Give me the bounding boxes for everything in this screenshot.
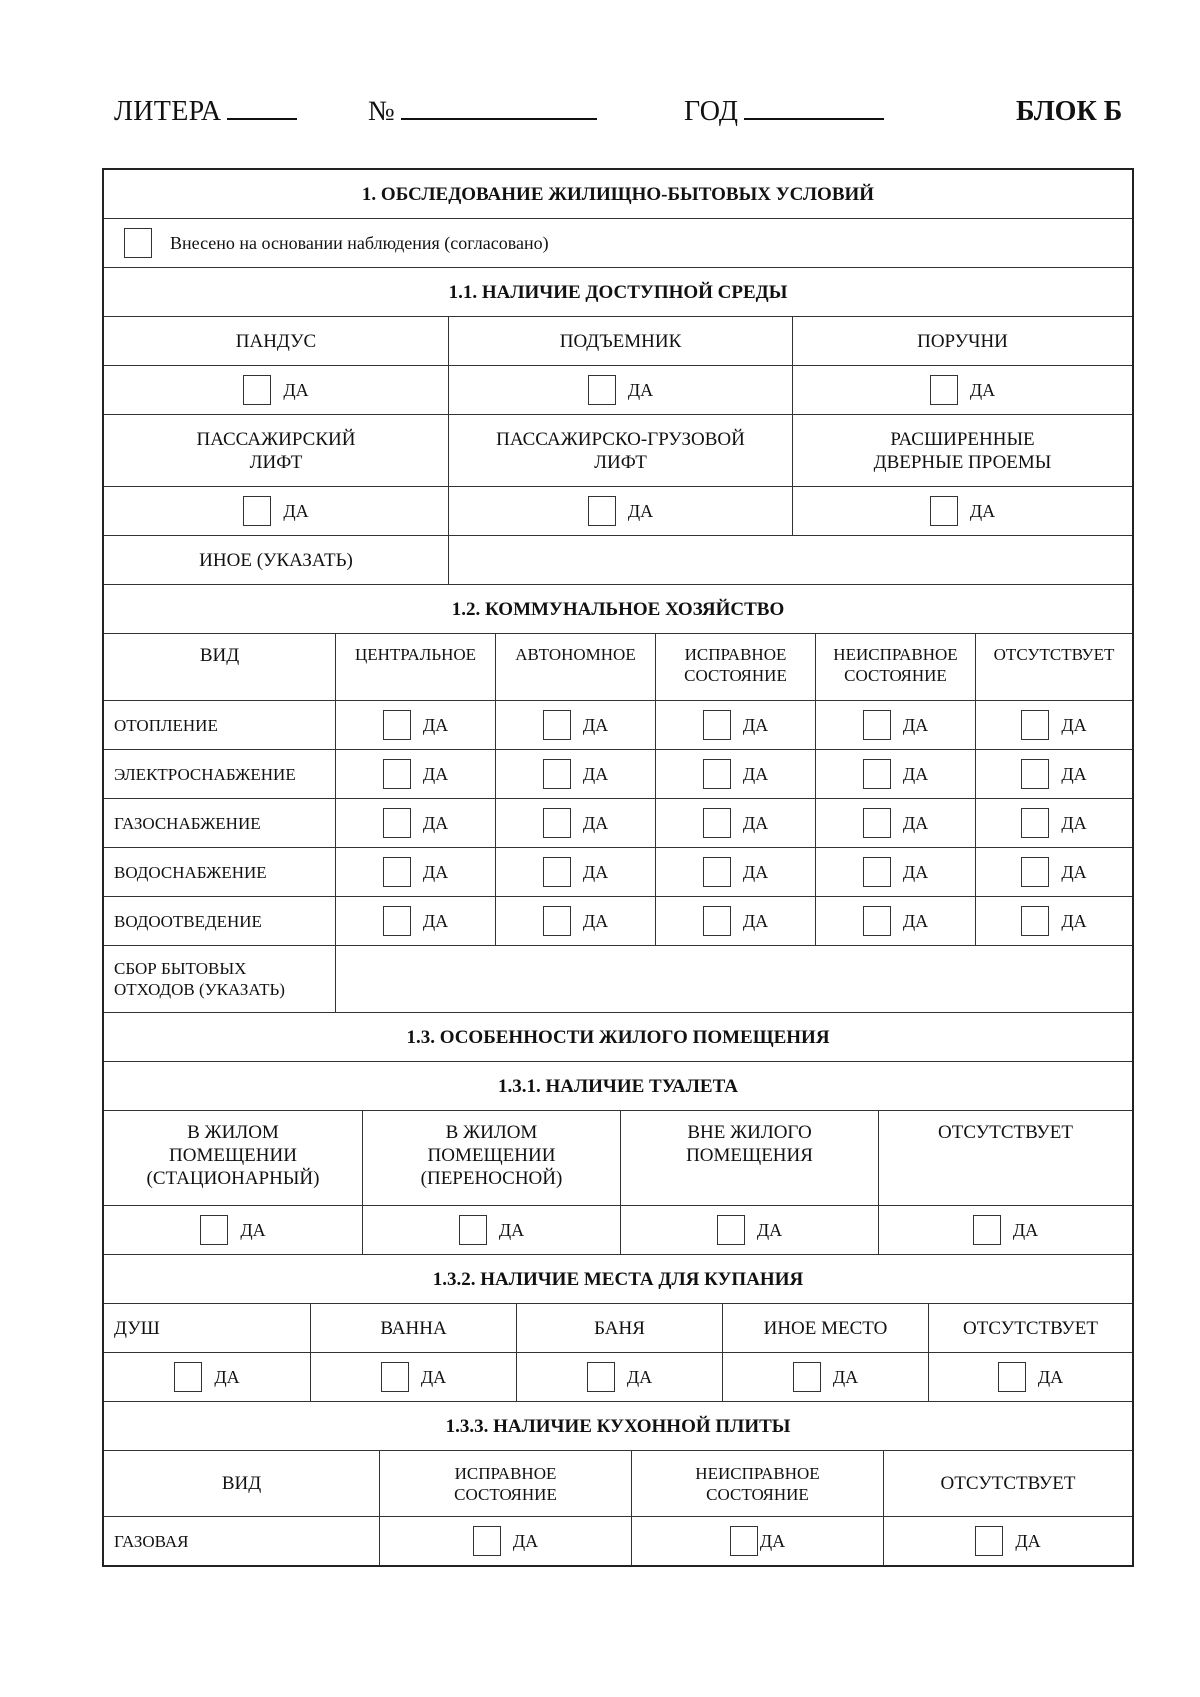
yes-label: ДА [742, 812, 769, 833]
yes-label: ДА [742, 763, 769, 784]
ramp-check [104, 366, 448, 414]
lift-platform-label: ПОДЪЕМНИК [448, 317, 792, 365]
yes-label: ДА [512, 1530, 539, 1551]
yes-label: ДА [1015, 1530, 1041, 1551]
yes-label: ДА [582, 763, 609, 784]
bathing-absent-check [928, 1353, 1132, 1401]
utility-checkbox[interactable] [1021, 710, 1049, 740]
utility-option-cell [495, 848, 655, 896]
yes-label: ДА [1061, 714, 1087, 735]
label-line: СОСТОЯНИЕ [454, 1484, 557, 1504]
label-line: ПОМЕЩЕНИЯ [686, 1145, 813, 1166]
label-line: ВНЕ ЖИЛОГО [687, 1122, 812, 1143]
utility-checkbox[interactable] [383, 906, 411, 936]
label-line: ЦЕНТРАЛЬНОЕ [354, 645, 477, 664]
yes-label: ДА [422, 861, 449, 882]
autonomous-header [495, 634, 655, 700]
label-line: ИСПРАВНОЕ [684, 645, 787, 664]
section-1-3-2-title: 1.3.2. НАЛИЧИЕ МЕСТА ДЛЯ КУПАНИЯ [432, 1268, 804, 1290]
yes-label: ДА [422, 910, 449, 931]
option-group [863, 857, 928, 887]
yes-label: ДА [902, 714, 929, 735]
label-line: СБОР БЫТОВЫХ [114, 959, 247, 978]
ramp-checkbox[interactable] [243, 375, 271, 405]
yes-label: ДА [582, 812, 609, 833]
label-line: СОСТОЯНИЕ [684, 666, 787, 685]
yes-label: ДА [742, 861, 769, 882]
label-line: РАСШИРЕННЫЕ [890, 428, 1035, 450]
waste-label [104, 946, 335, 1012]
option-group [383, 906, 448, 936]
yes-label: ДА [283, 500, 309, 521]
yes-label: ДА [627, 500, 654, 521]
utility-row [104, 847, 1132, 896]
label-line: ОТХОДОВ (УКАЗАТЬ) [114, 980, 285, 999]
cargo-lift-checkbox[interactable] [588, 496, 616, 526]
label-line: (СТАЦИОНАРНЫЙ) [146, 1168, 320, 1189]
block-label: БЛОК Б [1016, 96, 1123, 127]
label-line: ИСПРАВНОЕ [454, 1463, 557, 1483]
handrails-checkbox[interactable] [930, 375, 958, 405]
cargo-lift-label [448, 415, 792, 486]
yes-label: ДА [742, 910, 769, 931]
broken-header [815, 634, 975, 700]
toilet-portable-checkbox[interactable] [459, 1215, 487, 1245]
toilet-outside-check [620, 1206, 878, 1254]
utility-checkbox[interactable] [1021, 808, 1049, 838]
yes-label: ДА [498, 1219, 525, 1240]
stove-broken-checkbox[interactable] [730, 1526, 758, 1556]
option-group [383, 759, 448, 789]
utility-checkbox[interactable] [543, 808, 571, 838]
utility-checkbox[interactable] [543, 759, 571, 789]
yes-label: ДА [1061, 763, 1087, 784]
observed-checkbox[interactable] [124, 228, 152, 258]
utility-checkbox[interactable] [383, 759, 411, 789]
yes-label: ДА [214, 1366, 240, 1387]
utility-checkbox[interactable] [703, 710, 731, 740]
toilet-portable-header [362, 1111, 620, 1205]
observed-row [104, 218, 1132, 267]
banya-checkbox[interactable] [587, 1362, 615, 1392]
accessible-row-2-checks [104, 486, 1132, 535]
yes-label: ДА [902, 861, 929, 882]
utility-checkbox[interactable] [383, 710, 411, 740]
section-1-3-1-title: 1.3.1. НАЛИЧИЕ ТУАЛЕТА [497, 1075, 739, 1097]
litera-field [114, 96, 297, 128]
utility-checkbox[interactable] [863, 906, 891, 936]
lift-platform-check [448, 366, 792, 414]
option-group [863, 710, 928, 740]
central-header [335, 634, 495, 700]
yes-label: ДА [1012, 1219, 1039, 1240]
utility-checkbox[interactable] [863, 759, 891, 789]
label-line: ОТСУТСТВУЕТ [993, 645, 1115, 664]
toilet-outside-checkbox[interactable] [717, 1215, 745, 1245]
toilet-check-row [104, 1205, 1132, 1254]
label-line: ПАССАЖИРСКО-ГРУЗОВОЙ [496, 428, 745, 450]
utility-checkbox[interactable] [1021, 857, 1049, 887]
utility-option-cell [655, 848, 815, 896]
wide-doorways-check [792, 487, 1132, 535]
bath-checkbox[interactable] [381, 1362, 409, 1392]
utility-option-cell [655, 701, 815, 749]
utility-row-label: ВОДООТВЕДЕНИЕ [114, 911, 262, 931]
section-1-title: 1. ОБСЛЕДОВАНИЕ ЖИЛИЩНО-БЫТОВЫХ УСЛОВИЙ [361, 183, 875, 205]
number-blank[interactable] [401, 96, 597, 120]
other-place-check [722, 1353, 928, 1401]
label-line: В ЖИЛОМ [187, 1122, 279, 1143]
utility-option-cell [655, 750, 815, 798]
yes-label: ДА [832, 1366, 859, 1387]
section-1-3-header [104, 1012, 1132, 1061]
yes-label: ДА [422, 812, 449, 833]
other-label: ИНОЕ (УКАЗАТЬ) [199, 549, 353, 571]
yes-label: ДА [1061, 910, 1087, 931]
option-group [543, 710, 608, 740]
utility-option-cell [975, 848, 1132, 896]
label-line: ДВЕРНЫЕ ПРОЕМЫ [873, 451, 1052, 473]
utility-option-cell [975, 897, 1132, 945]
stove-type-header: ВИД [221, 1473, 262, 1494]
wide-doorways-label [792, 415, 1132, 486]
utility-option-cell [335, 701, 495, 749]
absent-header [975, 634, 1132, 700]
stove-gas-label: ГАЗОВАЯ [114, 1531, 189, 1551]
bathing-absent-header: ОТСУТСТВУЕТ [928, 1304, 1132, 1352]
option-group [863, 759, 928, 789]
observed-cell [104, 219, 1132, 267]
label-line: ОТСУТСТВУЕТ [938, 1122, 1073, 1143]
yes-label: ДА [422, 714, 449, 735]
survey-form [102, 168, 1134, 1567]
cargo-lift-check [448, 487, 792, 535]
label-line: (ПЕРЕНОСНОЙ) [420, 1168, 563, 1189]
option-group [543, 808, 608, 838]
label-line: В ЖИЛОМ [445, 1122, 538, 1143]
yes-label: ДА [1037, 1366, 1064, 1387]
number-field [368, 96, 597, 128]
utility-checkbox[interactable] [703, 906, 731, 936]
option-group [383, 808, 448, 838]
utility-option-cell [335, 848, 495, 896]
option-group [703, 710, 768, 740]
litera-label: ЛИТЕРА [114, 96, 222, 127]
stove-working-header [379, 1451, 631, 1516]
utility-option-cell [815, 848, 975, 896]
passenger-lift-checkbox[interactable] [243, 496, 271, 526]
yes-label: ДА [582, 714, 609, 735]
bath-header: ВАННА [310, 1304, 516, 1352]
yes-label: ДА [902, 910, 929, 931]
option-group [383, 710, 448, 740]
utility-option-cell [495, 701, 655, 749]
stove-absent-checkbox[interactable] [975, 1526, 1003, 1556]
yes-label: ДА [582, 910, 609, 931]
other-input[interactable] [448, 536, 1132, 584]
utility-checkbox[interactable] [1021, 759, 1049, 789]
stove-working-checkbox[interactable] [473, 1526, 501, 1556]
stove-broken-header [631, 1451, 883, 1516]
year-label: ГОД [684, 96, 739, 127]
option-group [1021, 710, 1086, 740]
utility-checkbox[interactable] [863, 710, 891, 740]
section-1-3-1-header [104, 1061, 1132, 1110]
section-1-header [104, 170, 1132, 218]
yes-label: ДА [420, 1366, 447, 1387]
utility-row-label: ВОДОСНАБЖЕНИЕ [114, 862, 267, 882]
waste-row [104, 945, 1132, 1012]
bath-check [310, 1353, 516, 1401]
utility-option-cell [975, 750, 1132, 798]
utility-checkbox[interactable] [703, 759, 731, 789]
ramp-label: ПАНДУС [235, 330, 317, 352]
option-group [1021, 759, 1086, 789]
label-line: ПАССАЖИРСКИЙ [196, 428, 356, 450]
utilities-header-row [104, 633, 1132, 700]
yes-label: ДА [969, 379, 996, 400]
section-1-3-title: 1.3. ОСОБЕННОСТИ ЖИЛОГО ПОМЕЩЕНИЯ [406, 1026, 830, 1048]
label-line: НЕИСПРАВНОЕ [695, 1463, 820, 1483]
accessible-row-2-labels [104, 414, 1132, 486]
yes-label: ДА [283, 379, 309, 400]
other-place-checkbox[interactable] [793, 1362, 821, 1392]
yes-label: ДА [626, 1366, 653, 1387]
handrails-check [792, 366, 1132, 414]
stove-absent-header: ОТСУТСТВУЕТ [883, 1451, 1132, 1516]
banya-check [516, 1353, 722, 1401]
toilet-stationary-check [104, 1206, 362, 1254]
label-line: АВТОНОМНОЕ [515, 645, 636, 664]
toilet-absent-checkbox[interactable] [973, 1215, 1001, 1245]
utility-row [104, 749, 1132, 798]
label-line: ЛИФТ [594, 451, 647, 473]
yes-label: ДА [902, 763, 929, 784]
yes-label: ДА [422, 763, 449, 784]
yes-label: ДА [240, 1219, 266, 1240]
option-group [383, 857, 448, 887]
utility-option-cell [495, 750, 655, 798]
shower-check [104, 1353, 310, 1401]
utility-option-cell [655, 897, 815, 945]
utility-row [104, 798, 1132, 847]
shower-header: ДУШ [114, 1317, 160, 1339]
utility-option-cell [335, 897, 495, 945]
yes-label: ДА [1061, 861, 1087, 882]
handrails-label: ПОРУЧНИ [792, 317, 1132, 365]
other-place-header: ИНОЕ МЕСТО [722, 1304, 928, 1352]
stove-working-check [379, 1517, 631, 1565]
yes-label: ДА [902, 812, 929, 833]
bathing-absent-checkbox[interactable] [998, 1362, 1026, 1392]
passenger-lift-check [104, 487, 448, 535]
section-1-2-title: 1.2. КОММУНАЛЬНОЕ ХОЗЯЙСТВО [451, 598, 785, 620]
utility-checkbox[interactable] [863, 808, 891, 838]
section-1-3-3-title: 1.3.3. НАЛИЧИЕ КУХОННОЙ ПЛИТЫ [445, 1415, 791, 1437]
section-1-3-3-header [104, 1401, 1132, 1450]
utility-option-cell [335, 750, 495, 798]
option-group [1021, 857, 1086, 887]
utility-option-cell [335, 799, 495, 847]
lift-platform-checkbox[interactable] [588, 375, 616, 405]
label-line: СОСТОЯНИЕ [844, 666, 947, 685]
option-group [1021, 906, 1086, 936]
stove-broken-check [631, 1517, 883, 1565]
utility-row-label: ЭЛЕКТРОСНАБЖЕНИЕ [114, 764, 296, 784]
banya-header: БАНЯ [516, 1304, 722, 1352]
yes-label: ДА [969, 500, 996, 521]
bathing-check-row [104, 1352, 1132, 1401]
bathing-header-row [104, 1303, 1132, 1352]
toilet-portable-check [362, 1206, 620, 1254]
utility-row [104, 896, 1132, 945]
utility-checkbox[interactable] [543, 906, 571, 936]
utility-option-cell [975, 799, 1132, 847]
yes-label: ДА [582, 861, 609, 882]
label-line: ЛИФТ [249, 451, 303, 473]
toilet-absent-check [878, 1206, 1132, 1254]
label-line: ПОМЕЩЕНИИ [427, 1145, 556, 1166]
option-group [703, 906, 768, 936]
label-line: ПОМЕЩЕНИИ [169, 1145, 297, 1166]
yes-label: ДА [742, 714, 769, 735]
utility-checkbox[interactable] [383, 808, 411, 838]
year-blank[interactable] [744, 96, 884, 120]
section-1-1-title: 1.1. НАЛИЧИЕ ДОСТУПНОЙ СРЕДЫ [448, 281, 788, 303]
accessible-other-row [104, 535, 1132, 584]
waste-input[interactable] [335, 946, 1132, 1012]
section-1-1-header [104, 267, 1132, 316]
yes-label: ДА [759, 1530, 786, 1551]
option-group [543, 857, 608, 887]
utility-row [104, 700, 1132, 749]
option-group [863, 808, 928, 838]
section-1-3-2-header [104, 1254, 1132, 1303]
litera-blank[interactable] [227, 96, 297, 120]
option-group [863, 906, 928, 936]
option-group [543, 906, 608, 936]
yes-label: ДА [1061, 812, 1087, 833]
number-label: № [368, 96, 396, 127]
utility-option-cell [815, 701, 975, 749]
utility-checkbox[interactable] [703, 808, 731, 838]
utility-option-cell [815, 897, 975, 945]
utility-checkbox[interactable] [543, 857, 571, 887]
option-group [1021, 808, 1086, 838]
utility-option-cell [655, 799, 815, 847]
utility-option-cell [815, 750, 975, 798]
option-group [703, 759, 768, 789]
option-group [543, 759, 608, 789]
yes-label: ДА [756, 1219, 783, 1240]
accessible-row-1-labels [104, 316, 1132, 365]
year-field [684, 96, 884, 128]
toilet-stationary-checkbox[interactable] [200, 1215, 228, 1245]
observed-label: Внесено на основании наблюдения (согласовано) [170, 232, 549, 253]
utilities-type-header: ВИД [199, 645, 240, 666]
wide-doorways-checkbox[interactable] [930, 496, 958, 526]
toilet-absent-header [878, 1111, 1132, 1205]
label-line: НЕИСПРАВНОЕ [833, 645, 958, 664]
option-group [703, 857, 768, 887]
utility-checkbox[interactable] [543, 710, 571, 740]
toilet-outside-header [620, 1111, 878, 1205]
utility-option-cell [495, 799, 655, 847]
passenger-lift-label [104, 415, 448, 486]
utility-checkbox[interactable] [383, 857, 411, 887]
toilet-header-row [104, 1110, 1132, 1205]
shower-checkbox[interactable] [174, 1362, 202, 1392]
yes-label: ДА [627, 379, 654, 400]
utility-option-cell [495, 897, 655, 945]
utility-checkbox[interactable] [1021, 906, 1049, 936]
utility-checkbox[interactable] [703, 857, 731, 887]
label-line: СОСТОЯНИЕ [706, 1484, 809, 1504]
toilet-stationary-header [104, 1111, 362, 1205]
option-group [703, 808, 768, 838]
utility-row-label: ГАЗОСНАБЖЕНИЕ [114, 813, 261, 833]
utility-row-label: ОТОПЛЕНИЕ [114, 715, 218, 735]
section-1-2-header [104, 584, 1132, 633]
working-header [655, 634, 815, 700]
accessible-row-1-checks [104, 365, 1132, 414]
stove-gas-row [104, 1516, 1132, 1565]
utility-option-cell [815, 799, 975, 847]
utility-checkbox[interactable] [863, 857, 891, 887]
stove-absent-check [883, 1517, 1132, 1565]
utilities-rows [104, 700, 1132, 945]
stove-header-row [104, 1450, 1132, 1516]
utility-option-cell [975, 701, 1132, 749]
